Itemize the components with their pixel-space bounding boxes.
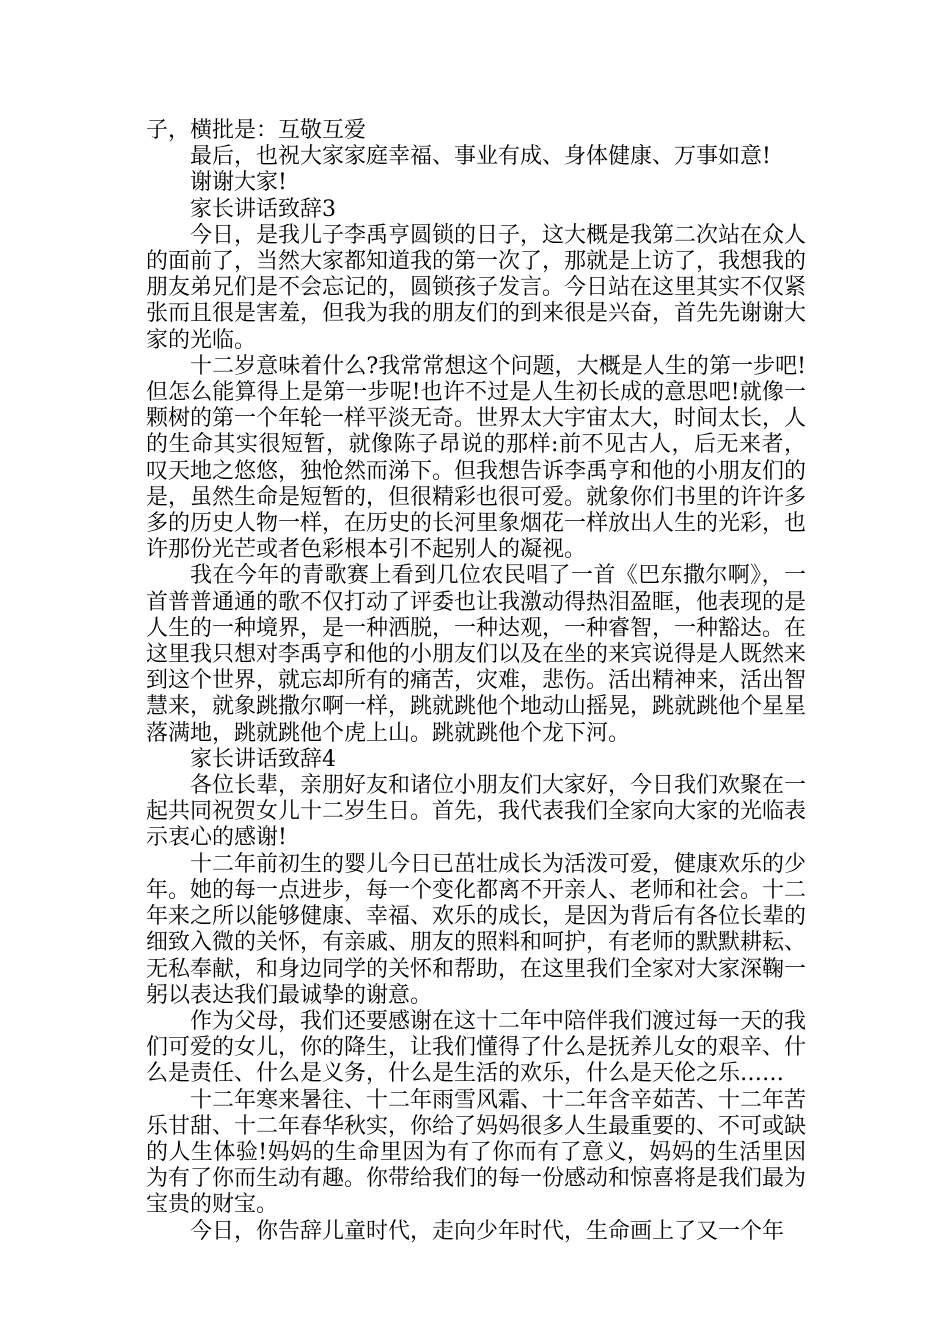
section-heading-3: 家长讲话致辞3 xyxy=(190,196,336,222)
paragraph: 今日，是我儿子李禹亨圆锁的日子，这大概是我第二次站在众人的面前了，当然大家都知道我的第一次了，那就是上访了，我想我的朋友弟兄们是不会忘记的，圆锁孩子发言。今日站在这里其实不仅紧张而且很是害羞，但我为我的朋友们的到来很是兴奋，首先先谢谢大家的光临。 xyxy=(146,222,807,353)
paragraph: 十二岁意味着什么?我常常想这个问题，大概是人生的第一步吧!但怎么能算得上是第一步呢!也许不过是人生初长成的意思吧!就像一颗树的第一个年轮一样平淡无奇。世界太大宇宙太大，时间太长，人的生命其实很短暂，就像陈子昂说的那样:前不见古人，后无来者，叹天地之悠悠，独怆然而涕下。但我想告诉李禹亨和他的小朋友们的是，虽然生命是短暂的，但很精彩也很可爱。就象你们书里的许许多多的历史人物一样，在历史的长河里象烟花一样放出人生的光彩，也许那份光芒或者色彩根本引不起别人的凝视。 xyxy=(146,353,807,563)
paragraph: 作为父母，我们还要感谢在这十二年中陪伴我们渡过每一天的我们可爱的女儿，你的降生，让我们懂得了什么是抚养儿女的艰辛、什么是责任、什么是义务，什么是生活的欢乐，什么是天伦之乐…… xyxy=(146,1008,807,1087)
paragraph: 我在今年的青歌赛上看到几位农民唱了一首《巴东撒尔啊》，一首普普通通的歌不仅打动了评委也让我激动得热泪盈眶，他表现的是人生的一种境界，是一种洒脱，一种达观，一种睿智，一种豁达。在这里我只想对李禹亨和他的小朋友们以及在坐的来宾说得是人既然来到这个世界，就忘却所有的痛苦，灾难，悲伤。活出精神来，活出智慧来，就象跳撒尔啊一样，跳就跳他个地动山摇晃，跳就跳他个星星落满地，跳就跳他个虎上山。跳就跳他个龙下河。 xyxy=(146,563,807,746)
paragraph: 各位长辈，亲朋好友和诸位小朋友们大家好，今日我们欢聚在一起共同祝贺女儿十二岁生日。首先，我代表我们全家向大家的光临表示衷心的感谢! xyxy=(146,773,807,851)
paragraph: 今日，你告辞儿童时代，走向少年时代，生命画上了又一个年 xyxy=(190,1218,785,1244)
paragraph: 十二年前初生的婴儿今日已茁壮成长为活泼可爱，健康欢乐的少年。她的每一点进步，每一个变化都离不开亲人、老师和社会。十二年来之所以能够健康、幸福、欢乐的成长，是因为背后有各位长辈的细致入微的关怀，有亲戚、朋友的照料和呵护，有老师的默默耕耘、无私奉献，和身边同学的关怀和帮助，在这里我们全家对大家深鞠一躬以表达我们最诚挚的谢意。 xyxy=(146,851,807,1008)
paragraph-closing-wishes: 最后，也祝大家家庭幸福、事业有成、身体健康、万事如意! xyxy=(190,144,771,170)
paragraph-thanks: 谢谢大家! xyxy=(190,170,287,196)
paragraph: 十二年寒来暑往、十二年雨雪风霜、十二年含辛茹苦、十二年苦乐甘甜、十二年春华秋实，你给了妈妈很多人生最重要的、不可或缺的人生体验!妈妈的生命里因为有了你而有了意义，妈妈的生活里因为有了你而生动有趣。你带给我们的每一份感动和惊喜将是我们最为宝贵的财宝。 xyxy=(146,1087,807,1218)
section-heading-4: 家长讲话致辞4 xyxy=(190,746,336,772)
document-body xyxy=(146,118,806,1245)
paragraph-continuation: 子，横批是：互敬互爱 xyxy=(146,118,367,143)
